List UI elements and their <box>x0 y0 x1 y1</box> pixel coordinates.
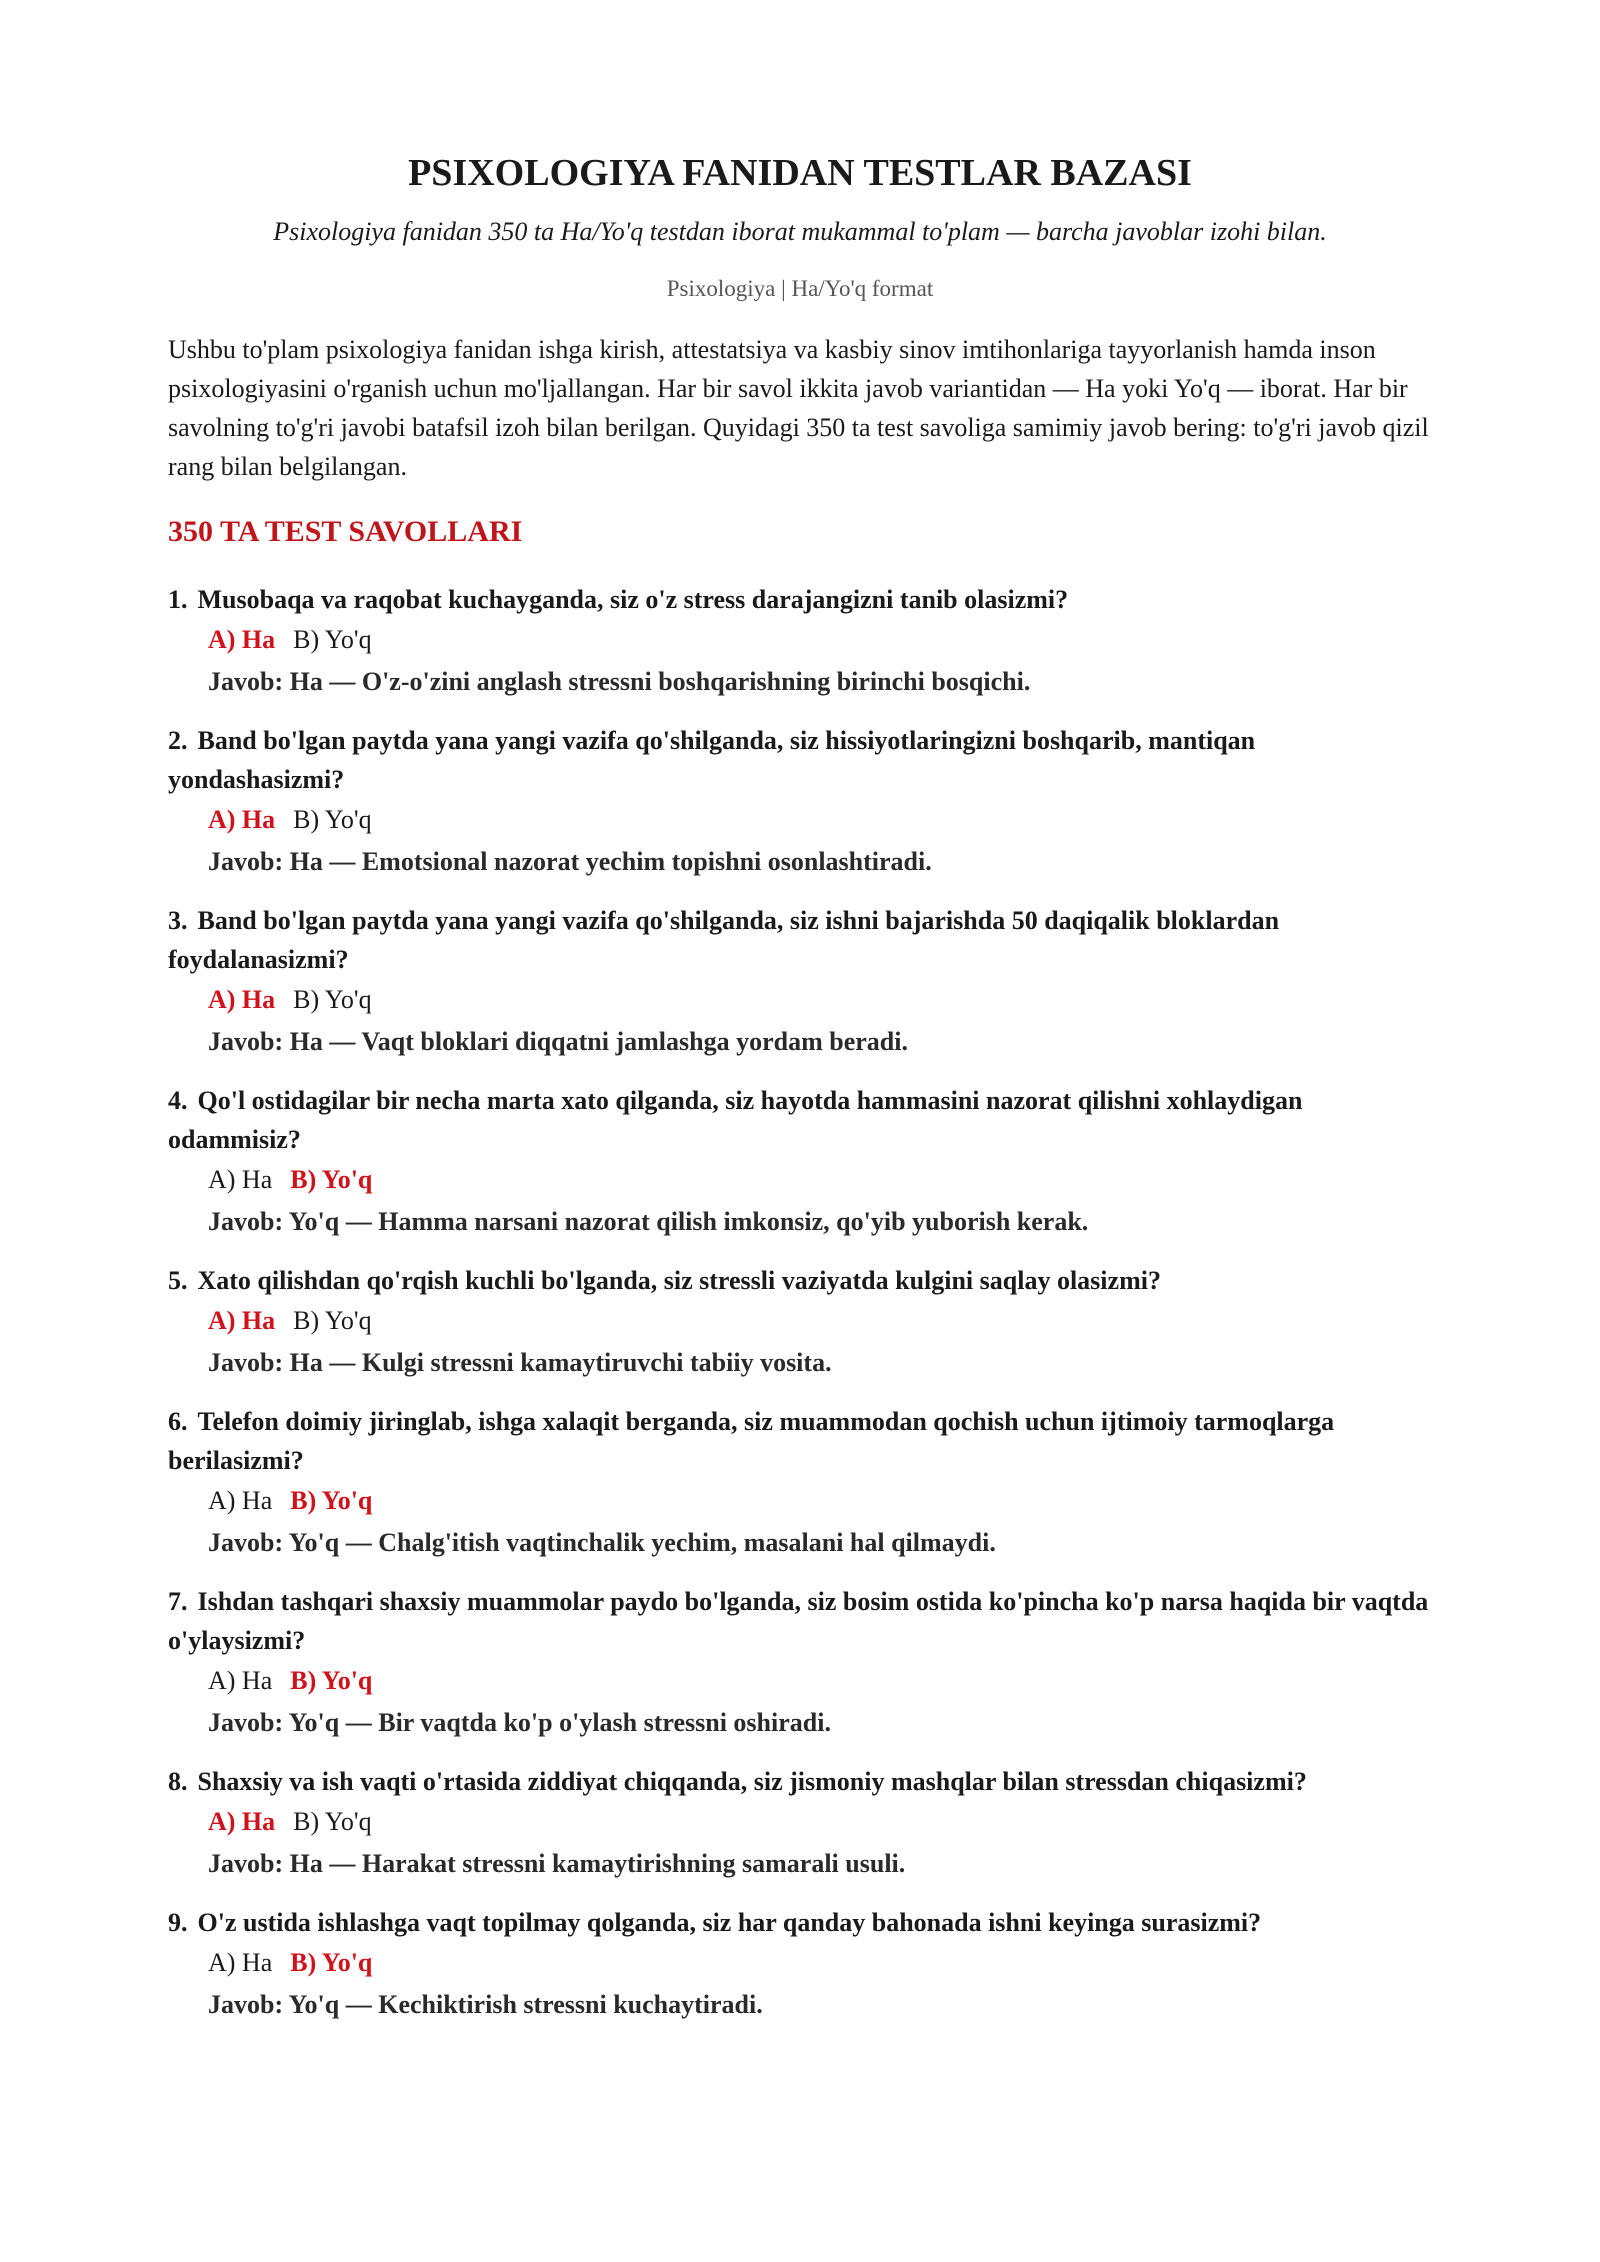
question-number: 5. <box>168 1266 188 1295</box>
answer-options <box>208 1480 1432 1522</box>
option-b[interactable]: B) Yo'q <box>290 1486 373 1515</box>
option-a[interactable]: A) Ha <box>208 1666 273 1695</box>
question-item <box>168 1582 1432 1744</box>
question-item <box>168 1261 1432 1384</box>
intro-paragraph: Ushbu to'plam psixologiya fanidan ishga kirish, attestatsiya va kasbiy sinov imtihonlariga tayyorlanish hamda inson psixologiyasini o'rganish uchun mo'ljallangan. Har bir savol ikkita javob variantidan — Ha yoki Yo'q — iborat. Har bir savolning to'g'ri javobi batafsil izoh bilan berilgan. Quyidagi 350 ta test savoliga samimiy javob bering: to'g'ri javob qizil rang bilan belgilangan. <box>168 335 1429 481</box>
question-list <box>168 580 1432 2026</box>
question-item <box>168 901 1432 1063</box>
question-item <box>168 1402 1432 1564</box>
question-label: O'z ustida ishlashga vaqt topilmay qolganda, siz har qanday bahonada ishni keyinga surasizmi? <box>197 1908 1262 1937</box>
answer-options <box>208 1159 1432 1201</box>
option-b[interactable]: B) Yo'q <box>293 625 372 654</box>
question-text <box>168 1402 1432 1480</box>
option-a[interactable]: A) Ha <box>208 1948 273 1977</box>
option-a[interactable]: A) Ha <box>208 805 276 834</box>
question-number: 2. <box>168 726 188 755</box>
option-b[interactable]: B) Yo'q <box>290 1165 373 1194</box>
question-label: Qo'l ostidagilar bir necha marta xato qilganda, siz hayotda hammasini nazorat qilishni xohlaydigan odammisiz? <box>168 1086 1303 1154</box>
question-label: Band bo'lgan paytda yana yangi vazifa qo'shilganda, siz hissiyotlaringizni boshqarib, mantiqan yondashasizmi? <box>168 726 1256 794</box>
question-label: Shaxsiy va ish vaqti o'rtasida ziddiyat chiqqanda, siz jismoniy mashqlar bilan stressdan chiqasizmi? <box>197 1767 1307 1796</box>
option-a[interactable]: A) Ha <box>208 1306 276 1335</box>
option-b[interactable]: B) Yo'q <box>293 985 372 1014</box>
answer-explanation: Javob: Ha — Vaqt bloklari diqqatni jamlashga yordam beradi. <box>208 1027 908 1056</box>
answer-options <box>208 979 1432 1021</box>
question-item <box>168 721 1432 883</box>
question-label: Xato qilishdan qo'rqish kuchli bo'lganda, siz stressli vaziyatda kulgini saqlay olasizmi? <box>197 1266 1161 1295</box>
question-item <box>168 1762 1432 1885</box>
answer-options <box>208 799 1432 841</box>
question-text <box>168 1261 1432 1300</box>
option-a[interactable]: A) Ha <box>208 985 276 1014</box>
question-label: Musobaqa va raqobat kuchayganda, siz o'z stress darajangizni tanib olasizmi? <box>197 585 1069 614</box>
option-a[interactable]: A) Ha <box>208 625 276 654</box>
question-number: 1. <box>168 585 188 614</box>
question-number: 8. <box>168 1767 188 1796</box>
option-a[interactable]: A) Ha <box>208 1165 273 1194</box>
question-text <box>168 901 1432 979</box>
question-number: 3. <box>168 906 188 935</box>
answer-options <box>208 1801 1432 1843</box>
option-a[interactable]: A) Ha <box>208 1807 276 1836</box>
option-b[interactable]: B) Yo'q <box>293 1306 372 1335</box>
answer-explanation: Javob: Yo'q — Bir vaqtda ko'p o'ylash stressni oshiradi. <box>208 1708 831 1737</box>
answer-explanation: Javob: Ha — Harakat stressni kamaytirishning samarali usuli. <box>208 1849 906 1878</box>
answer-options <box>208 619 1432 661</box>
question-item <box>168 580 1432 703</box>
question-text <box>168 1903 1432 1942</box>
question-text <box>168 1081 1432 1159</box>
question-item <box>168 1903 1432 2026</box>
option-b[interactable]: B) Yo'q <box>293 1807 372 1836</box>
answer-explanation: Javob: Ha — Emotsional nazorat yechim topishni osonlashtiradi. <box>208 847 932 876</box>
section-heading: 350 TA TEST SAVOLLARI <box>168 515 523 548</box>
option-b[interactable]: B) Yo'q <box>290 1666 373 1695</box>
document-title: PSIXOLOGIYA FANIDAN TESTLAR BAZASI <box>408 152 1192 194</box>
option-a[interactable]: A) Ha <box>208 1486 273 1515</box>
question-item <box>168 1081 1432 1243</box>
question-label: Telefon doimiy jiringlab, ishga xalaqit berganda, siz muammodan qochish uchun ijtimoiy tarmoqlarga berilasizmi? <box>168 1407 1335 1475</box>
answer-options <box>208 1942 1432 1984</box>
question-text <box>168 721 1432 799</box>
answer-options <box>208 1300 1432 1342</box>
answer-explanation: Javob: Yo'q — Hamma narsani nazorat qilish imkonsiz, qo'yib yuborish kerak. <box>208 1207 1089 1236</box>
question-number: 7. <box>168 1587 188 1616</box>
option-b[interactable]: B) Yo'q <box>290 1948 373 1977</box>
answer-options <box>208 1660 1432 1702</box>
question-number: 6. <box>168 1407 188 1436</box>
question-label: Band bo'lgan paytda yana yangi vazifa qo'shilganda, siz ishni bajarishda 50 daqiqalik bloklardan foydalanasizmi? <box>168 906 1280 974</box>
answer-explanation: Javob: Yo'q — Kechiktirish stressni kuchaytiradi. <box>208 1990 763 2019</box>
answer-explanation: Javob: Ha — O'z-o'zini anglash stressni boshqarishning birinchi bosqichi. <box>208 667 1031 696</box>
option-b[interactable]: B) Yo'q <box>293 805 372 834</box>
document-meta: Psixologiya | Ha/Yo'q format <box>666 276 934 301</box>
document-subtitle: Psixologiya fanidan 350 ta Ha/Yo'q testdan iborat mukammal to'plam — barcha javoblar izohi bilan. <box>273 217 1327 246</box>
question-number: 4. <box>168 1086 188 1115</box>
question-text <box>168 580 1432 619</box>
question-label: Ishdan tashqari shaxsiy muammolar paydo bo'lganda, siz bosim ostida ko'pincha ko'p narsa haqida bir vaqtda o'ylaysizmi? <box>168 1587 1429 1655</box>
answer-explanation: Javob: Ha — Kulgi stressni kamaytiruvchi tabiiy vosita. <box>208 1348 832 1377</box>
question-text <box>168 1582 1432 1660</box>
question-number: 9. <box>168 1908 188 1937</box>
question-text <box>168 1762 1432 1801</box>
answer-explanation: Javob: Yo'q — Chalg'itish vaqtinchalik yechim, masalani hal qilmaydi. <box>208 1528 996 1557</box>
